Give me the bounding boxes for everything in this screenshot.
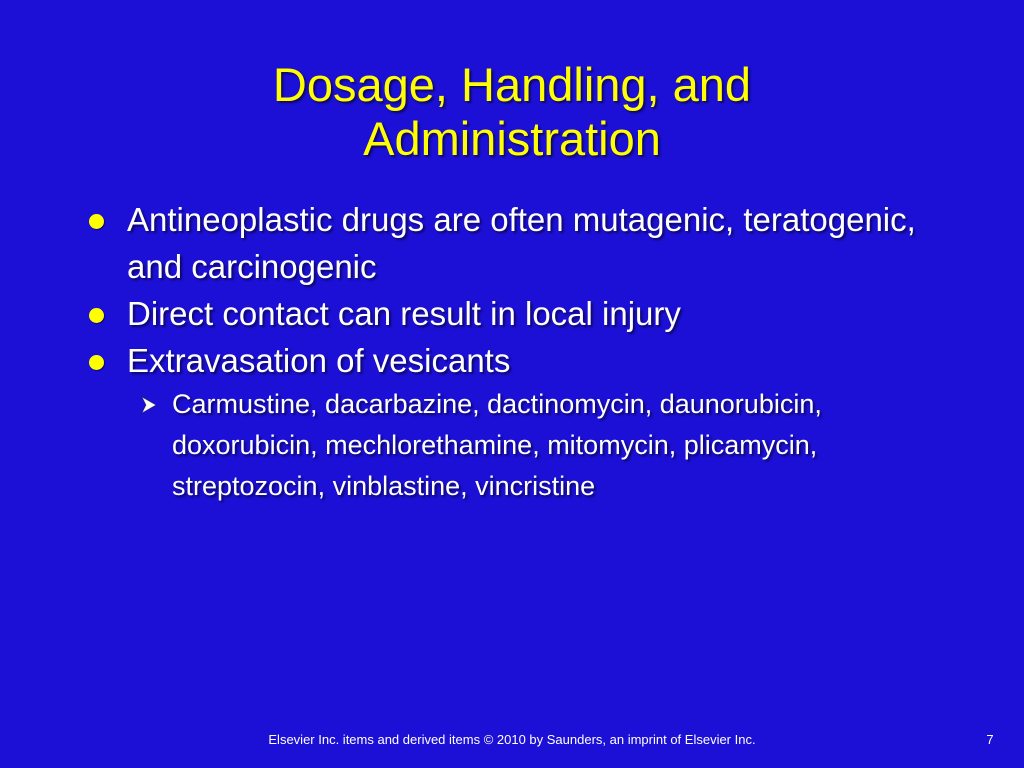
bullet-list bbox=[86, 196, 966, 507]
bullet-text: Antineoplastic drugs are often mutagenic, teratogenic, and carcinogenic bbox=[127, 201, 916, 285]
slide-footer: Elsevier Inc. items and derived items © 2010 by Saunders, an imprint of Elsevier Inc. bbox=[268, 732, 756, 747]
bullet-dot-icon bbox=[89, 355, 104, 370]
bullet-text: Direct contact can result in local injury bbox=[127, 295, 681, 332]
sub-bullet-list bbox=[86, 384, 966, 507]
bullet-item bbox=[86, 196, 966, 290]
arrowhead-bullet-icon bbox=[140, 396, 158, 414]
bullet-item bbox=[86, 290, 966, 337]
page-number: 7 bbox=[986, 732, 994, 747]
bullet-dot-icon bbox=[89, 214, 104, 229]
slide-title bbox=[0, 58, 1024, 166]
sub-bullet-item bbox=[172, 384, 966, 507]
slide-title-line-2: Administration bbox=[363, 112, 661, 165]
bullet-text: Extravasation of vesicants bbox=[127, 342, 511, 379]
bullet-dot-icon bbox=[89, 308, 104, 323]
sub-bullet-container bbox=[86, 384, 966, 507]
bullet-item bbox=[86, 337, 966, 384]
slide-title-line-1: Dosage, Handling, and bbox=[272, 58, 752, 111]
sub-bullet-text: Carmustine, dacarbazine, dactinomycin, daunorubicin, doxorubicin, mechlorethamine, mitomycin, plicamycin, streptozocin, vinblastine, vincristine bbox=[172, 389, 822, 501]
